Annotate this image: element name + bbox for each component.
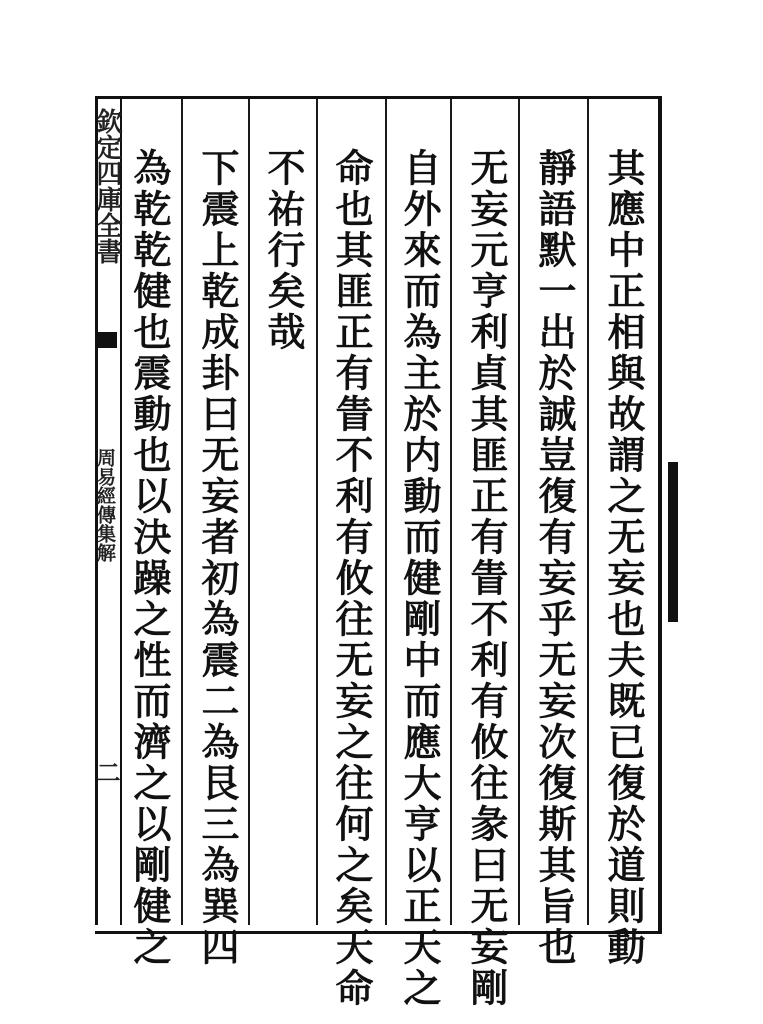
text-column-4: 自外來而為主於内動而健剛中而應大亨以正天之	[397, 148, 442, 1009]
text-column-1: 其應中正相與故謂之无妄也夫既已復於道則動	[601, 148, 646, 968]
text-column-5: 命也其匪正有眚不利有攸往无妄之往何之矣天命	[329, 148, 374, 1009]
column-rule	[316, 99, 318, 925]
page-number: 二	[92, 760, 121, 784]
text-column-6: 不祐行矣哉	[261, 148, 306, 353]
text-column-7: 下震上乾成卦曰无妄者初為震二為艮三為巽四	[195, 148, 240, 968]
column-rule	[181, 99, 183, 925]
text-column-8: 為乾乾健也震動也以決躁之性而濟之以剛健之	[127, 148, 172, 968]
ink-mark	[668, 462, 678, 622]
column-rule	[248, 99, 250, 925]
column-rule	[385, 99, 387, 925]
column-rule	[518, 99, 520, 925]
column-rule	[450, 99, 452, 925]
book-title: 欽定四庫全書	[92, 108, 122, 264]
section-title: 周易經傳集解	[94, 448, 116, 562]
text-column-3: 无妄元亨利貞其匪正有眚不利有攸往彖曰无妄剛	[464, 148, 509, 1009]
fishtail-mark	[95, 332, 117, 348]
column-rule	[587, 99, 589, 925]
text-column-2: 靜語默一出於誠豈復有妄乎无妄次復斯其旨也	[532, 148, 577, 968]
